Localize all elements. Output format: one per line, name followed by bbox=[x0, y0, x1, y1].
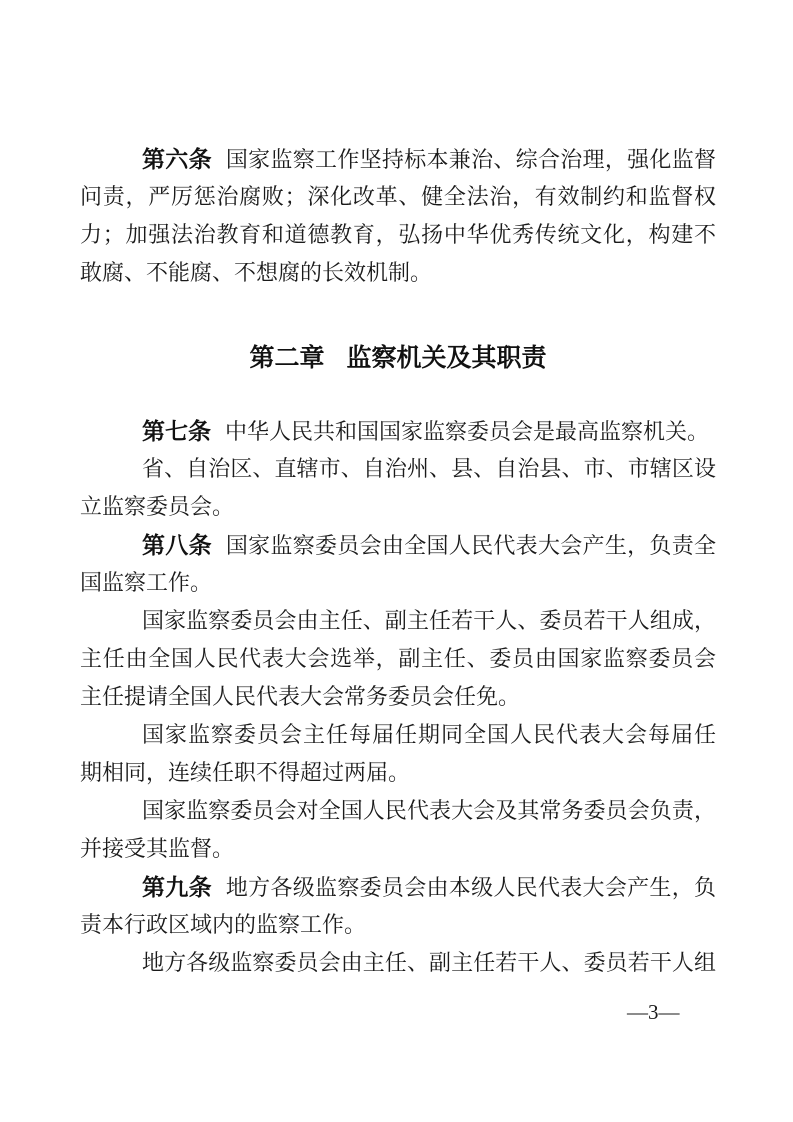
page-number: —3— bbox=[627, 1000, 680, 1024]
line-text: 期相同，连续任职不得超过两届。 bbox=[80, 760, 411, 785]
text-line bbox=[80, 602, 716, 640]
line-text: 力；加强法治教育和道德教育，弘扬中华优秀传统文化，构建不 bbox=[80, 222, 716, 247]
article-number-label: 第八条 bbox=[142, 532, 212, 558]
line-text: 立监察委员会。 bbox=[80, 494, 235, 519]
chapter-heading bbox=[80, 338, 716, 378]
line-text: 中华人民共和国国家监察委员会是最高监察机关。 bbox=[225, 419, 710, 444]
line-text: 省、自治区、直辖市、自治州、县、自治县、市、市辖区设 bbox=[142, 456, 716, 481]
text-line bbox=[80, 216, 716, 254]
text-line bbox=[80, 178, 716, 216]
text-line bbox=[80, 944, 716, 982]
text-line bbox=[80, 140, 716, 178]
line-text: 地方各级监察委员会由本级人民代表大会产生，负 bbox=[225, 875, 716, 900]
text-line bbox=[80, 488, 716, 526]
line-text: 国监察工作。 bbox=[80, 570, 213, 595]
chapter-number-label: 第二章 bbox=[249, 344, 325, 372]
line-text: 国家监察委员会由全国人民代表大会产生，负责全 bbox=[225, 533, 716, 558]
text-line bbox=[80, 830, 716, 868]
text-line bbox=[80, 868, 716, 906]
line-text: 国家监察委员会由主任、副主任若干人、委员若干人组成， bbox=[142, 608, 716, 633]
text-line bbox=[80, 412, 716, 450]
line-text: 责本行政区域内的监察工作。 bbox=[80, 912, 367, 937]
text-line bbox=[80, 526, 716, 564]
text-line bbox=[80, 754, 716, 792]
text-line bbox=[80, 678, 716, 716]
line-text: 问责，严厉惩治腐败；深化改革、健全法治，有效制约和监督权 bbox=[80, 184, 716, 209]
text-line bbox=[80, 564, 716, 602]
line-text: 国家监察工作坚持标本兼治、综合治理，强化监督 bbox=[225, 147, 716, 172]
line-text: 主任由全国人民代表大会选举，副主任、委员由国家监察委员会 bbox=[80, 646, 716, 671]
line-text: 国家监察委员会对全国人民代表大会及其常务委员会负责， bbox=[142, 798, 716, 823]
article-number-label: 第六条 bbox=[142, 146, 212, 172]
line-text: 地方各级监察委员会由主任、副主任若干人、委员若干人组 bbox=[142, 950, 716, 975]
article-number-label: 第七条 bbox=[142, 418, 211, 444]
text-line bbox=[80, 792, 716, 830]
line-text: 并接受其监督。 bbox=[80, 836, 235, 861]
line-text: 主任提请全国人民代表大会常务委员会任免。 bbox=[80, 684, 521, 709]
line-text: 敢腐、不能腐、不想腐的长效机制。 bbox=[80, 260, 433, 285]
text-line bbox=[80, 254, 716, 292]
text-line bbox=[80, 716, 716, 754]
document-body bbox=[80, 140, 716, 982]
article-number-label: 第九条 bbox=[142, 874, 212, 900]
text-line bbox=[80, 640, 716, 678]
text-line bbox=[80, 906, 716, 944]
chapter-title-text: 监察机关及其职责 bbox=[346, 344, 547, 372]
line-text: 国家监察委员会主任每届任期同全国人民代表大会每届任 bbox=[142, 722, 716, 747]
text-line bbox=[80, 450, 716, 488]
